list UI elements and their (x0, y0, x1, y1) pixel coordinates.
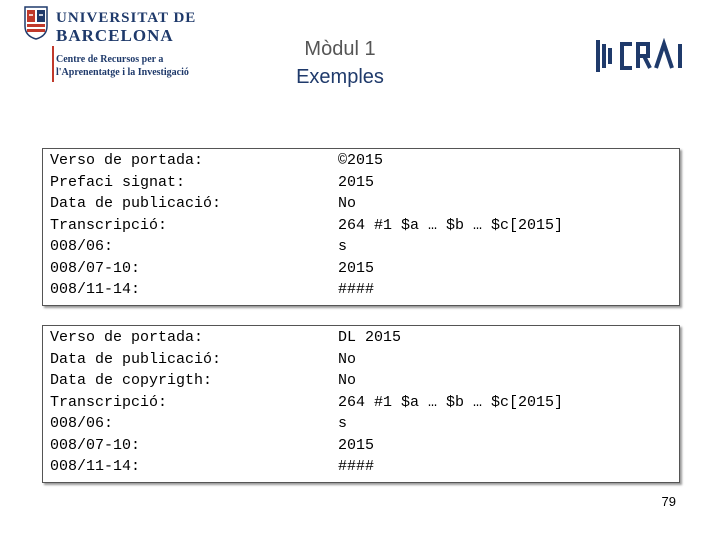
field-value: No (338, 350, 357, 368)
field-label: Verso de portada: (50, 152, 204, 169)
field-value: No (338, 195, 357, 212)
field-row (43, 281, 679, 302)
field-label: Transcripció: (50, 393, 168, 411)
field-label: Prefaci signat: (50, 173, 186, 191)
slide-title: Mòdul 1 (304, 38, 376, 60)
field-row (43, 394, 679, 415)
field-value: s (338, 415, 348, 432)
field-value: 264 #1 $a … $b … $c[2015] (338, 393, 564, 411)
field-label: 008/07-10: (50, 259, 141, 277)
field-label: 008/07-10: (50, 436, 141, 454)
field-label: 008/11-14: (50, 281, 141, 298)
field-row (43, 260, 679, 281)
example-box-1 (42, 148, 680, 306)
field-value: DL 2015 (338, 329, 402, 346)
field-value: ©2015 (338, 152, 384, 169)
field-value: #### (338, 281, 375, 298)
field-row (43, 329, 679, 350)
field-row (43, 238, 679, 259)
field-row (43, 351, 679, 372)
field-label: 008/06: (50, 238, 114, 255)
field-label: Data de publicació: (50, 195, 222, 212)
page-number: 79 (661, 494, 676, 509)
field-row (43, 217, 679, 238)
crai-logo-icon (596, 38, 696, 74)
field-value: 2015 (338, 173, 375, 191)
field-value: 2015 (338, 436, 375, 454)
field-label: Data de publicació: (50, 350, 222, 368)
field-row (43, 372, 679, 393)
example-box-2 (42, 325, 680, 483)
field-row (43, 174, 679, 195)
ub-subtitle-line1: Centre de Recursos per a (56, 54, 164, 65)
field-row (43, 458, 679, 479)
slide-header (0, 0, 720, 140)
field-row (43, 152, 679, 173)
field-row (43, 195, 679, 216)
field-value: s (338, 238, 348, 255)
field-value: 2015 (338, 259, 375, 277)
ub-crest-icon (24, 6, 48, 40)
field-label: 008/06: (50, 415, 114, 432)
slide-subtitle: Exemples (296, 66, 384, 88)
field-label: 008/11-14: (50, 458, 141, 475)
ub-name-line1: UNIVERSITAT DE (56, 10, 197, 26)
field-row (43, 415, 679, 436)
field-label: Transcripció: (50, 216, 168, 234)
field-value: #### (338, 458, 375, 475)
field-value: 264 #1 $a … $b … $c[2015] (338, 216, 564, 234)
field-row (43, 437, 679, 458)
field-label: Data de copyrigth: (50, 372, 213, 389)
ub-subtitle-line2: l'Aprenentatge i la Investigació (56, 67, 189, 78)
field-label: Verso de portada: (50, 329, 204, 346)
ub-name-line2: BARCELONA (56, 26, 174, 45)
field-value: No (338, 372, 357, 389)
